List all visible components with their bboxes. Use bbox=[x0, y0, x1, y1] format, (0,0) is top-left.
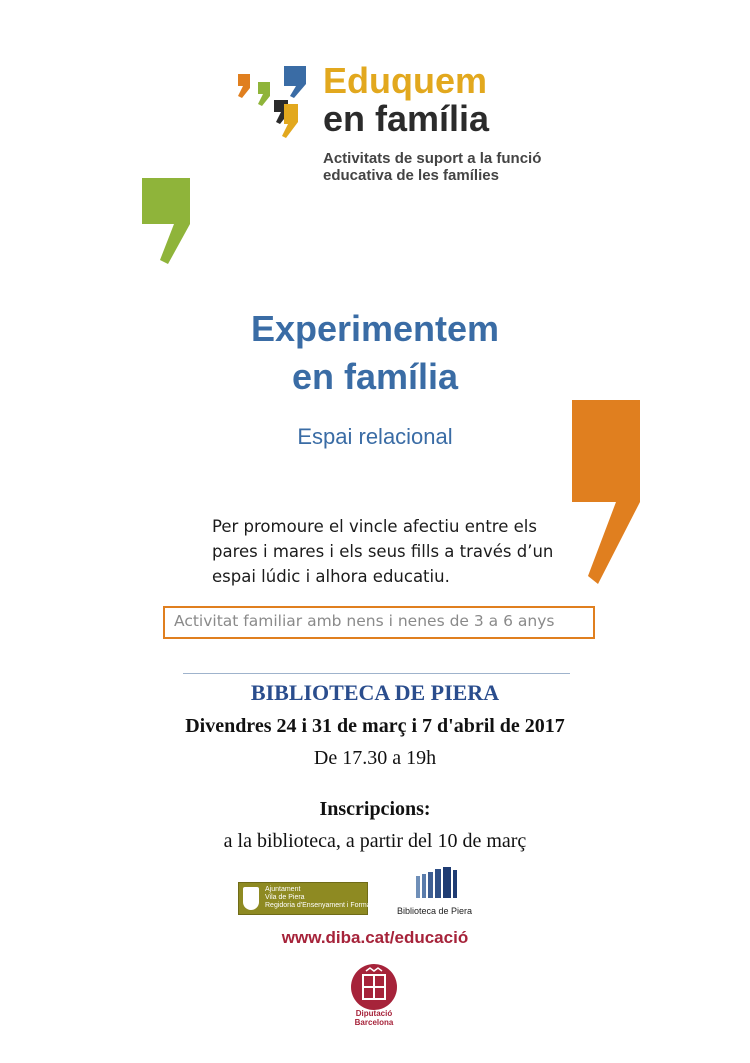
event-hours: De 17.30 a 19h bbox=[313, 747, 437, 769]
age-note-box: Activitat familiar amb nens i nenes de 3 a 6 anys bbox=[163, 606, 595, 639]
brand-title-line2: en família bbox=[323, 98, 490, 139]
ajuntament-line3: Regidoria d'Ensenyament i Formació bbox=[265, 902, 380, 909]
ajuntament-line2: Vila de Piera bbox=[265, 894, 305, 901]
diputacio-label bbox=[345, 1009, 403, 1027]
divider bbox=[183, 673, 570, 674]
description-line3: espai lúdic i alhora educatiu. bbox=[212, 567, 450, 586]
ajuntament-text bbox=[265, 886, 380, 910]
venue-name: BIBLIOTECA DE PIERA bbox=[250, 680, 500, 705]
diputacio-logo-icon bbox=[350, 963, 398, 1011]
description-line2: pares i mares i els seus fills a través d’un bbox=[212, 542, 554, 561]
brand-logo-icon bbox=[236, 64, 308, 140]
ajuntament-logo bbox=[238, 882, 380, 915]
library-label: Biblioteca de Piera bbox=[397, 906, 473, 916]
coat-of-arms-icon bbox=[243, 887, 259, 910]
brand-title bbox=[323, 62, 489, 138]
brand-subtitle-line1: Activitats de suport a la funció bbox=[323, 150, 542, 167]
diputacio-line2: Barcelona bbox=[354, 1018, 394, 1027]
event-title-line1: Experimentem bbox=[250, 308, 500, 349]
website-link[interactable]: www.diba.cat/educació bbox=[281, 928, 469, 947]
brand-subtitle bbox=[323, 150, 541, 184]
green-comma-icon bbox=[142, 178, 190, 264]
diputacio-line1: Diputació bbox=[355, 1009, 393, 1018]
registration-heading: Inscripcions: bbox=[319, 798, 431, 820]
library-logo-icon bbox=[412, 866, 467, 900]
brand-subtitle-line2: educativa de les famílies bbox=[323, 167, 499, 184]
description-line1: Per promoure el vincle afectiu entre els bbox=[212, 517, 537, 536]
ajuntament-line1: Ajuntament bbox=[265, 886, 301, 893]
brand-title-line1: Eduquem bbox=[323, 60, 488, 101]
event-dates: Divendres 24 i 31 de març i 7 d'abril de 2017 bbox=[185, 715, 565, 737]
event-title bbox=[0, 305, 750, 401]
event-title-line2: en família bbox=[291, 356, 459, 397]
registration-text: a la biblioteca, a partir del 10 de març bbox=[223, 830, 527, 852]
event-subtitle: Espai relacional bbox=[297, 424, 453, 449]
event-description bbox=[212, 514, 582, 589]
